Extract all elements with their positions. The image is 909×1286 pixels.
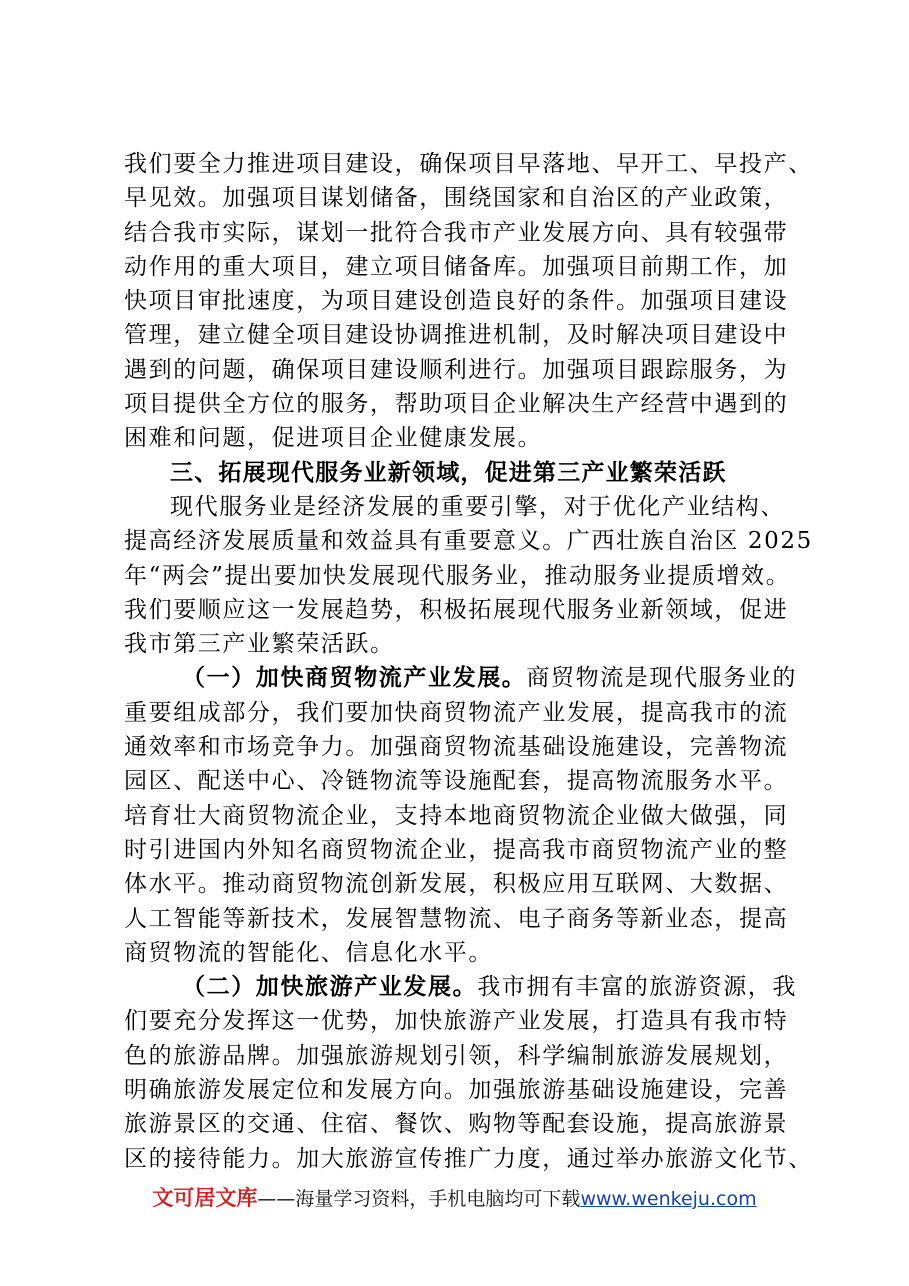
document-body <box>124 147 813 1176</box>
text-line: 通效率和市场竞争力。加强商贸物流基础设施建设，完善物流 <box>124 734 789 761</box>
text-line: 年“两会”提出要加快发展现代服务业，推动服务业提质增效。 <box>124 562 791 589</box>
text-line: 结合我市实际，谋划一批符合我市产业发展方向、具有较强带 <box>124 219 789 246</box>
paragraph-tourism <box>124 970 813 1176</box>
footer-slogan: ——海量学习资料，手机电脑均可下载 <box>257 1188 581 1210</box>
brand-name: 文可居文库 <box>152 1186 258 1210</box>
text-line: 园区、配送中心、冷链物流等设施配套，提高物流服务水平。 <box>124 768 789 795</box>
text-line: 们要充分发挥这一优势，加快旅游产业发展，打造具有我市特 <box>124 1008 789 1035</box>
text-line: 困难和问题，促进项目企业健康发展。 <box>124 425 543 452</box>
text-line: 我市第三产业繁荣活跃。 <box>124 631 395 658</box>
text-line: 快项目审批速度，为项目建设创造良好的条件。加强项目建设 <box>124 288 789 315</box>
footer-banner <box>0 1182 909 1212</box>
text-line <box>124 970 796 1004</box>
text-line: 体水平。推动商贸物流创新发展，积极应用互联网、大数据、 <box>124 871 789 898</box>
text-line: 人工智能等新技术，发展智慧物流、电子商务等新业态，提高 <box>124 905 789 932</box>
text-line: 区的接待能力。加大旅游宣传推广力度，通过举办旅游文化节、 <box>124 1145 813 1172</box>
text-line: 现代服务业是经济发展的重要引擎，对于优化产业结构、 <box>170 493 785 520</box>
text-line: 我们要全力推进项目建设，确保项目早落地、早开工、早投产、 <box>124 151 813 177</box>
text-line: 重要组成部分，我们要加快商贸物流产业发展，提高我市的流 <box>124 699 789 726</box>
website-link[interactable]: www.wenkeju.com <box>580 1188 757 1210</box>
paragraph-modern-services <box>124 490 813 661</box>
text-run: 商贸物流是现代服务业的 <box>526 665 798 692</box>
text-run: 我市拥有丰富的旅游资源，我 <box>477 974 798 1001</box>
text-line: 遇到的问题，确保项目建设顺利进行。加强项目跟踪服务，为 <box>124 356 789 383</box>
text-line: 培育壮大商贸物流企业，支持本地商贸物流企业做大做强，同 <box>124 802 789 829</box>
text-line: 提高经济发展质量和效益具有重要意义。广西壮族自治区 2025 <box>124 528 813 555</box>
paragraph-project-construction <box>124 147 813 456</box>
text-line <box>124 661 796 695</box>
section-heading: 三、拓展现代服务业新领域，促进第三产业繁荣活跃 <box>170 459 727 486</box>
text-line: 我们要顺应这一发展趋势，积极拓展现代服务业新领域，促进 <box>124 596 789 623</box>
subsection-lead: （一）加快商贸物流产业发展。 <box>182 664 527 692</box>
subsection-lead: （二）加快旅游产业发展。 <box>182 973 478 1001</box>
text-line: 明确旅游发展定位和发展方向。加强旅游基础设施建设，完善 <box>124 1077 789 1104</box>
text-line: 早见效。加强项目谋划储备，围绕国家和自治区的产业政策， <box>124 185 789 212</box>
text-line: 项目提供全方位的服务，帮助项目企业解决生产经营中遇到的 <box>124 391 789 418</box>
text-line: 时引进国内外知名商贸物流企业，提高我市商贸物流产业的整 <box>124 836 789 863</box>
text-line: 色的旅游品牌。加强旅游规划引领，科学编制旅游发展规划， <box>124 1042 789 1069</box>
text-line: 旅游景区的交通、住宿、餐饮、购物等配套设施，提高旅游景 <box>124 1111 789 1138</box>
paragraph-trade-logistics <box>124 661 796 970</box>
text-line: 动作用的重大项目，建立项目储备库。加强项目前期工作，加 <box>124 253 789 280</box>
text-line: 商贸物流的智能化、信息化水平。 <box>124 939 493 966</box>
text-line: 管理，建立健全项目建设协调推进机制，及时解决项目建设中 <box>124 322 789 349</box>
